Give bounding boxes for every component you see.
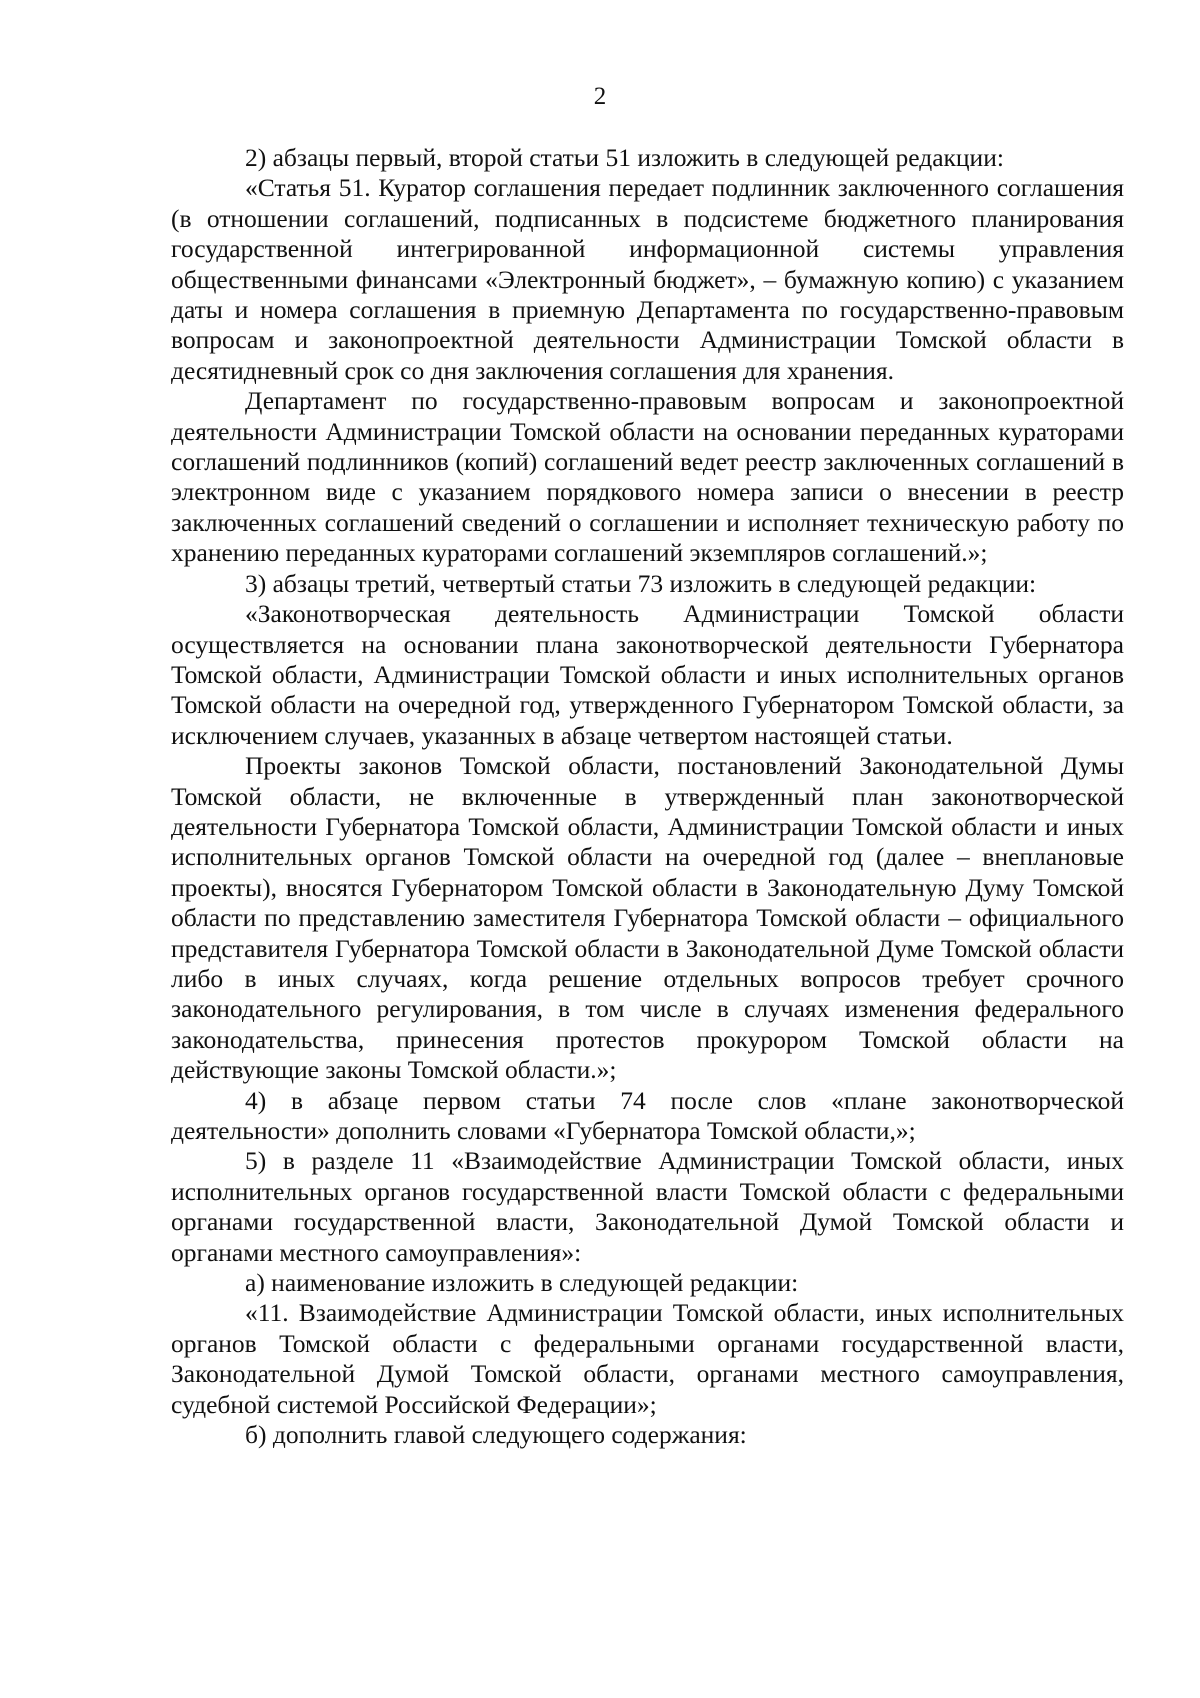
page-number: 2	[593, 83, 607, 110]
document-body	[171, 143, 1124, 1450]
paragraph-section-11-intro: 5) в разделе 11 «Взаимодействие Администрации Томской области, иных исполнительных органов государственной власти Томской области с федеральными органами государственной власти, Законодательной Думой Томской области и органами местного самоуправления»:	[171, 1146, 1124, 1267]
paragraph-article-51-intro: 2) абзацы первый, второй статьи 51 изложить в следующей редакции:	[245, 143, 1004, 172]
paragraph-lawmaking-activity: «Законотворческая деятельность Администрации Томской области осуществляется на основании плана законотворческой деятельности Губернатора Томской области, Администрации Томской области и иных исполнительных органов Томской области на очередной год, утвержденного Губернатором Томской области, за исключением случаев, указанных в абзаце четвертом настоящей статьи.	[171, 599, 1124, 750]
paragraph-article-74: 4) в абзаце первом статьи 74 после слов «плане законотворческой деятельности» дополнить словами «Губернатора Томской области,»;	[171, 1085, 1124, 1145]
paragraph-unplanned-projects: Проекты законов Томской области, постановлений Законодательной Думы Томской области, не включенные в утвержденный план законотворческой деятельности Губернатора Томской области, Администрации Томской области и иных исполнительных органов Томской области на очередной год (далее – внеплановые проекты), вносятся Губернатором Томской области в Законодательную Думу Томской области по представлению заместителя Губернатора Томской области – официального представителя Губернатора Томской области в Законодательной Думе Томской области либо в иных случаях, когда решение отдельных вопросов требует срочного законодательного регулирования, в том числе в случаях изменения федерального законодательства, принесения протестов прокурором Томской области на действующие законы Томской области.»;	[171, 751, 1124, 1085]
paragraph-article-73-intro: 3) абзацы третий, четвертый статьи 73 изложить в следующей редакции:	[245, 568, 1037, 598]
paragraph-section-11-name-intro: а) наименование изложить в следующей редакции:	[245, 1268, 799, 1298]
paragraph-add-chapter: б) дополнить главой следующего содержания:	[245, 1420, 747, 1450]
paragraph-section-11-new-name: «11. Взаимодействие Администрации Томской области, иных исполнительных органов Томской области с федеральными органами государственной власти, Законодательной Думой Томской области, органами местного самоуправления, судебной системой Российской Федерации»;	[171, 1298, 1124, 1419]
paragraph-article-51-text: «Статья 51. Куратор соглашения передает подлинник заключенного соглашения (в отношении соглашений, подписанных в подсистеме бюджетного планирования государственной интегрированной информационной системы управления общественными финансами «Электронный бюджет», – бумажную копию) с указанием даты и номера соглашения в приемную Департамента по государственно-правовым вопросам и законопроектной деятельности Администрации Томской области в десятидневный срок со дня заключения соглашения для хранения.	[171, 173, 1124, 385]
paragraph-department-registry: Департамент по государственно-правовым вопросам и законопроектной деятельности Администрации Томской области на основании переданных кураторами соглашений подлинников (копий) соглашений ведет реестр заключенных соглашений в электронном виде с указанием порядкового номера записи о внесении в реестр заключенных соглашений сведений о соглашении и исполняет техническую работу по хранению переданных кураторами соглашений экземпляров соглашений.»;	[171, 386, 1124, 568]
